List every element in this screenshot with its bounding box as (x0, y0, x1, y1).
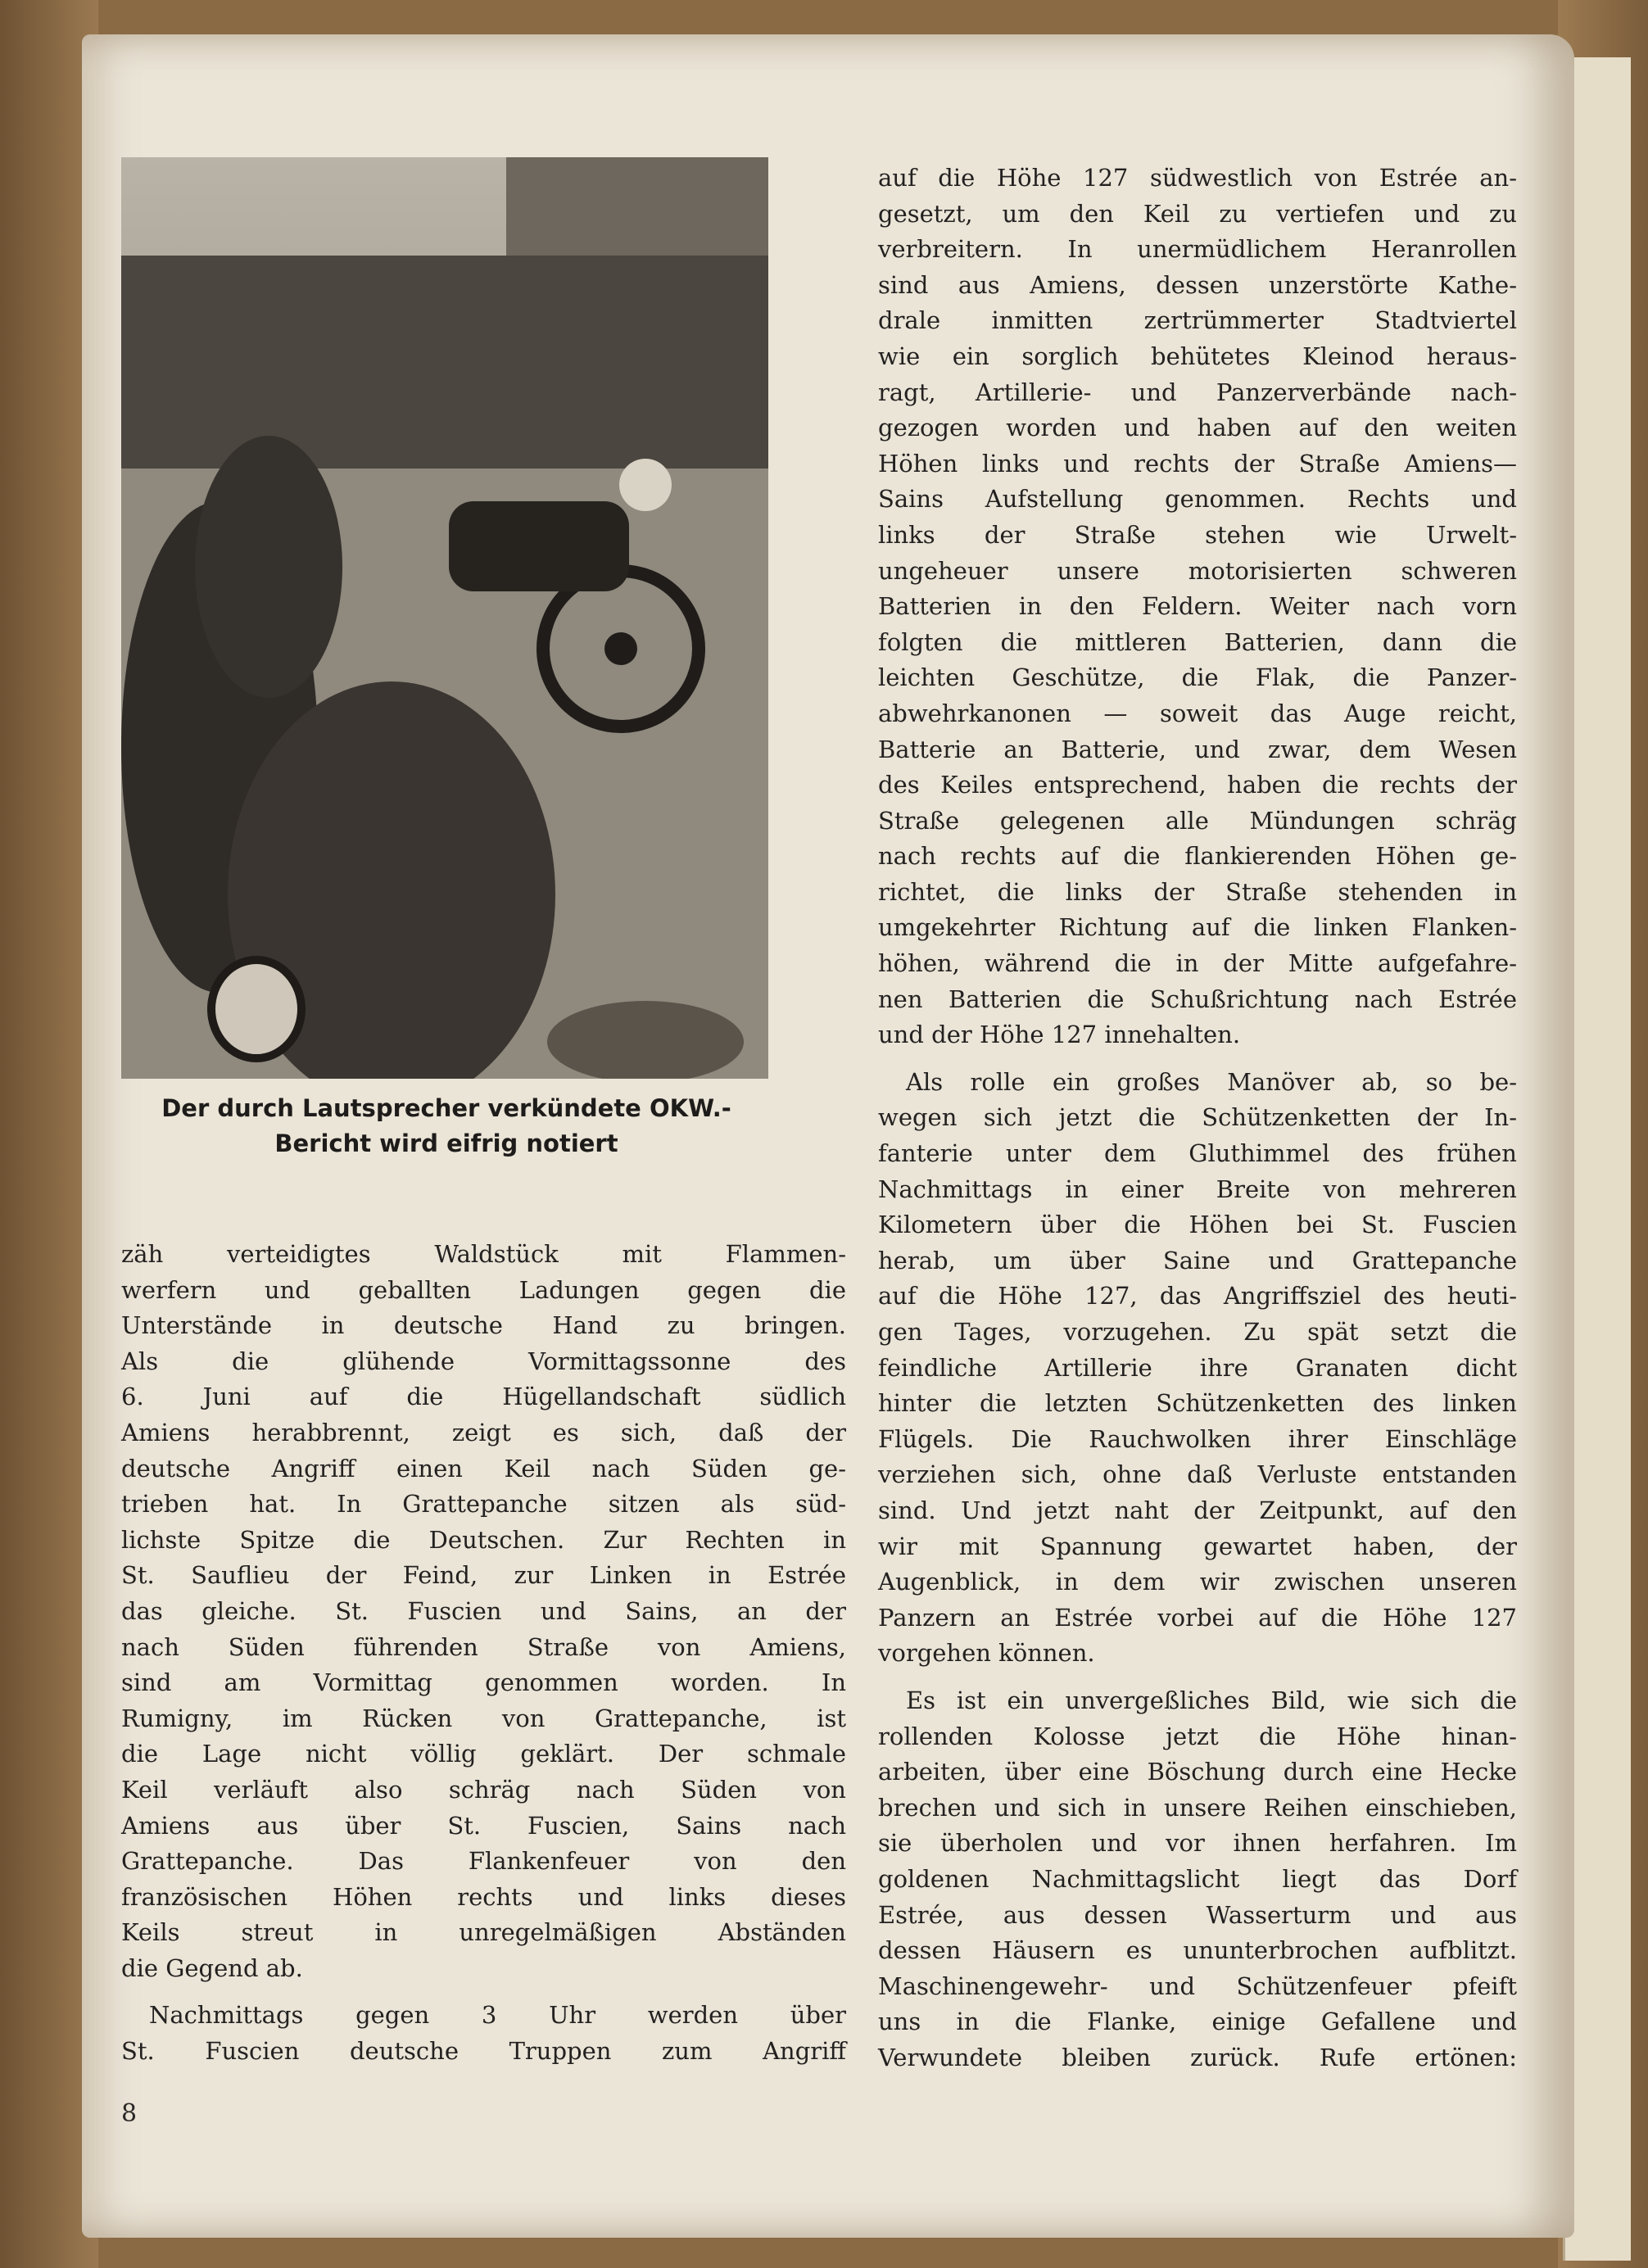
text-line: 6. Juni auf die Hügellandschaft südlich (121, 1383, 846, 1411)
text-line: links der Straße stehen wie Urwelt- (878, 520, 1517, 549)
text-line: fanterie unter dem Gluthimmel des frühen (878, 1139, 1517, 1168)
text-line: gen Tages, vorzugehen. Zu spät setzt die (878, 1318, 1517, 1346)
text-line: brechen und sich in unsere Reihen einschieben, (878, 1793, 1517, 1822)
text-line: gesetzt, um den Keil zu vertiefen und zu (878, 199, 1517, 228)
text-line: goldenen Nachmittagslicht liegt das Dorf (878, 1864, 1517, 1893)
text-line: St. Sauflieu der Feind, zur Linken in Estrée (121, 1561, 846, 1590)
text-line: vorgehen können. (878, 1639, 1095, 1668)
text-line: Nachmittags in einer Breite von mehreren (878, 1175, 1517, 1203)
text-line: und der Höhe 127 innehalten. (878, 1021, 1241, 1049)
text-line: Amiens aus über St. Fuscien, Sains nach (121, 1811, 846, 1840)
photograph-soldiers-motorcycle (121, 157, 768, 1079)
text-line: lichste Spitze die Deutschen. Zur Rechten in (121, 1525, 846, 1554)
text-line: Augenblick, in dem wir zwischen unseren (878, 1568, 1517, 1596)
text-line: umgekehrter Richtung auf die linken Flanken- (878, 913, 1517, 942)
text-line: hinter die letzten Schützenketten des linken (878, 1389, 1517, 1418)
text-line: Unterstände in deutsche Hand zu bringen. (121, 1311, 846, 1340)
text-line: wie ein sorglich behütetes Kleinod heraus- (878, 342, 1517, 370)
text-line: nach Süden führenden Straße von Amiens, (121, 1632, 846, 1661)
text-line: sind aus Amiens, dessen unzerstörte Kathe- (878, 270, 1517, 299)
text-line: Straße gelegenen alle Mündungen schräg (878, 806, 1517, 835)
text-line: Kilometern über die Höhen bei St. Fuscien (878, 1211, 1517, 1239)
caption-line: Bericht wird eifrig notiert (274, 1129, 618, 1157)
text-line: Sains Aufstellung genommen. Rechts und (878, 485, 1517, 514)
text-line: richtet, die links der Straße stehenden in (878, 877, 1517, 906)
text-line: Grattepanche. Das Flankenfeuer von den (121, 1847, 846, 1876)
text-line: Batterie an Batterie, und zwar, dem Wesen (878, 735, 1517, 763)
text-line: leichten Geschütze, die Flak, die Panzer- (878, 663, 1517, 692)
text-line: Rumigny, im Rücken von Grattepanche, ist (121, 1704, 846, 1732)
text-line: trieben hat. In Grattepanche sitzen als süd- (121, 1490, 846, 1519)
text-line: höhen, während die in der Mitte aufgefahre- (878, 949, 1517, 978)
text-line: Es ist ein unvergeßliches Bild, wie sich die (906, 1686, 1517, 1714)
text-line: Höhen links und rechts der Straße Amiens— (878, 449, 1517, 478)
text-line: nen Batterien die Schußrichtung nach Estrée (878, 985, 1517, 1013)
text-line: feindliche Artillerie ihre Granaten dicht (878, 1353, 1517, 1382)
text-line: sind. Und jetzt naht der Zeitpunkt, auf den (878, 1496, 1517, 1524)
text-line: Keils streut in unregelmäßigen Abständen (121, 1918, 846, 1947)
text-line: Als rolle ein großes Manöver ab, so be- (906, 1067, 1517, 1096)
text-line: Keil verläuft also schräg nach Süden von (121, 1775, 846, 1804)
photo-caption (123, 1091, 770, 1161)
text-line: das gleiche. St. Fuscien und Sains, an der (121, 1596, 846, 1625)
text-line: Maschinengewehr- und Schützenfeuer pfeift (878, 1971, 1517, 2000)
text-line: Estrée, aus dessen Wasserturm und aus (878, 1900, 1517, 1929)
text-line: Flügels. Die Rauchwolken ihrer Einschläge (878, 1424, 1517, 1453)
page-number: 8 (121, 2099, 138, 2128)
text-line: verziehen sich, ohne daß Verluste entstanden (878, 1460, 1517, 1489)
text-line: nach rechts auf die flankierenden Höhen ge- (878, 842, 1517, 871)
text-line: Panzern an Estrée vorbei auf die Höhe 127 (878, 1603, 1517, 1632)
right-text-column (878, 161, 1517, 2076)
text-line: des Keiles entsprechend, haben die rechts der (878, 771, 1517, 799)
text-line: Batterien in den Feldern. Weiter nach vorn (878, 592, 1517, 621)
text-line: wegen sich jetzt die Schützenketten der In- (878, 1103, 1517, 1132)
text-line: verbreitern. In unermüdlichem Heranrollen (878, 235, 1517, 264)
text-line: rollenden Kolosse jetzt die Höhe hinan- (878, 1722, 1517, 1750)
text-line: uns in die Flanke, einige Gefallene und (878, 2008, 1517, 2036)
text-line: Als die glühende Vormittagssonne des (121, 1347, 846, 1375)
text-line: auf die Höhe 127, das Angriffsziel des heuti- (878, 1282, 1517, 1311)
text-line: arbeiten, über eine Böschung durch eine Hecke (878, 1758, 1517, 1786)
text-line: auf die Höhe 127 südwestlich von Estrée an- (878, 164, 1517, 192)
text-line: die Lage nicht völlig geklärt. Der schmale (121, 1740, 846, 1768)
text-line: herab, um über Saine und Grattepanche (878, 1246, 1517, 1274)
text-line: deutsche Angriff einen Keil nach Süden ge- (121, 1454, 846, 1483)
text-line: Amiens herabbrennt, zeigt es sich, daß der (121, 1418, 846, 1446)
text-line: Nachmittags gegen 3 Uhr werden über (149, 2001, 846, 2030)
text-line: werfern und geballten Ladungen gegen die (121, 1275, 846, 1304)
caption-line: Der durch Lautsprecher verkündete OKW.- (161, 1094, 731, 1122)
text-line: ungeheuer unsere motorisierten schweren (878, 556, 1517, 585)
text-line: sind am Vormittag genommen worden. In (121, 1668, 846, 1697)
text-line: die Gegend ab. (121, 1953, 303, 1982)
text-line: abwehrkanonen — soweit das Auge reicht, (878, 699, 1517, 727)
text-line: Verwundete bleiben zurück. Rufe ertönen: (878, 2043, 1517, 2071)
left-text-column (121, 1237, 846, 2070)
text-line: folgten die mittleren Batterien, dann die (878, 627, 1517, 656)
text-line: drale inmitten zertrümmerter Stadtviertel (878, 306, 1517, 335)
text-line: dessen Häusern es ununterbrochen aufblitzt. (878, 1936, 1517, 1965)
text-line: französischen Höhen rechts und links dieses (121, 1882, 846, 1911)
text-line: wir mit Spannung gewartet haben, der (878, 1532, 1517, 1560)
text-line: gezogen worden und haben auf den weiten (878, 414, 1517, 442)
text-line: sie überholen und vor ihnen herfahren. Im (878, 1829, 1517, 1858)
text-line: St. Fuscien deutsche Truppen zum Angriff (121, 2037, 846, 2066)
text-line: zäh verteidigtes Waldstück mit Flammen- (121, 1240, 846, 1268)
text-line: ragt, Artillerie- und Panzerverbände nach- (878, 378, 1517, 406)
